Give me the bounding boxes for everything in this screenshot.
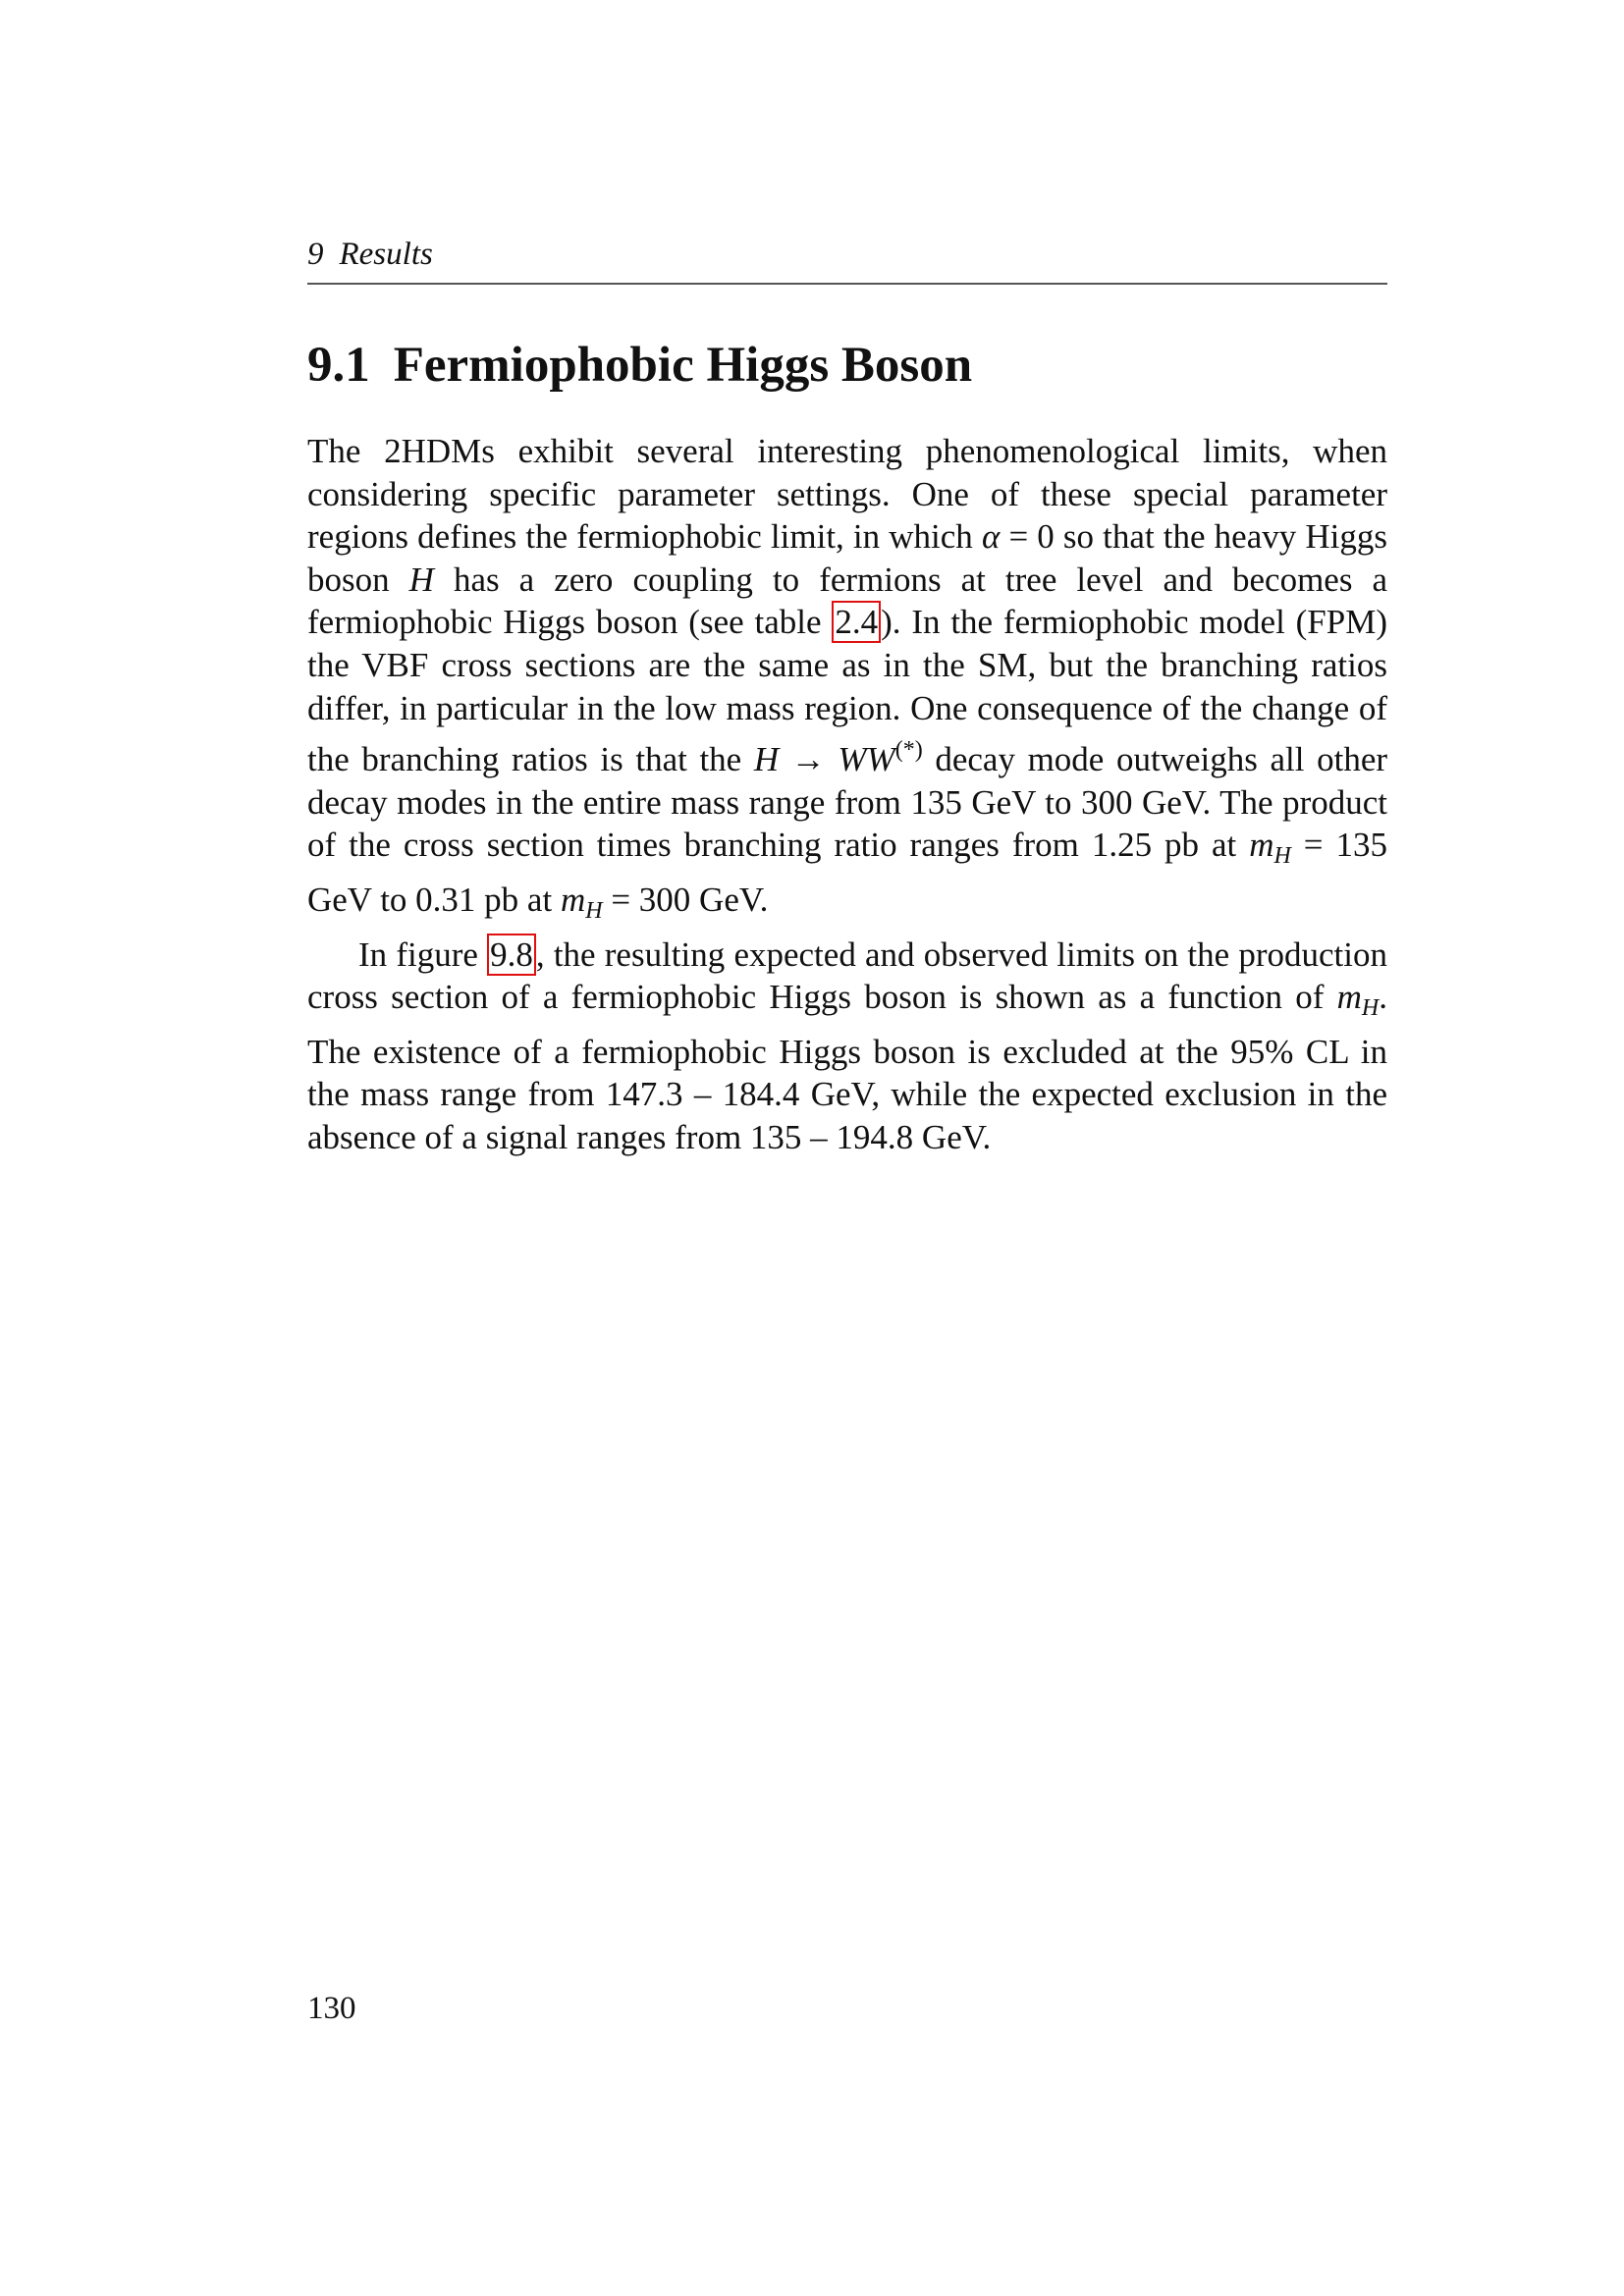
figure-reference-link[interactable]: 9.8 (487, 934, 536, 976)
math-h: H (753, 740, 780, 779)
text-run: . The existence of a fermiophobic Higgs boson is excluded at the 95% CL in the mass range from 147.3 – 184.4 GeV, while the expected exclusion in the absence of a signal ranges from 135 – 194.8 GeV. (307, 978, 1387, 1156)
chapter-title: Results (339, 237, 433, 272)
math-m: m (1336, 978, 1362, 1017)
text-run: = 300 GeV. (602, 880, 769, 919)
text-run: , the resulting expected and observed limits on the production cross section of a fermiophobic Higgs boson is shown as a function of (307, 934, 1387, 1017)
math-h: H (408, 560, 434, 599)
section-title: Fermiophobic Higgs Boson (393, 338, 973, 393)
paragraph-1 (307, 430, 1387, 934)
running-header (307, 230, 1387, 285)
math-ww-superscript: (*) (894, 737, 923, 764)
math-m: m (560, 880, 586, 919)
body-text (307, 430, 1387, 1159)
chapter-number: 9 (307, 237, 324, 272)
math-subscript-h: H (1273, 843, 1291, 870)
section-heading (307, 334, 972, 397)
text-run: has a zero coupling to fermions at tree level and becomes a fermiophobic Higgs boson (see table (307, 560, 1388, 642)
text-run: = 135 GeV to 0.31 pb at (307, 826, 1387, 919)
text-run: decay mode outweighs all other decay modes in the entire mass range from 135 GeV to 300 GeV. The product of the cross section times branching ratio ranges from 1.25 pb at (307, 740, 1388, 865)
math-m: m (1249, 826, 1274, 865)
paragraph-2 (307, 934, 1387, 1159)
math-alpha: α (981, 517, 1001, 557)
section-number: 9.1 (307, 338, 370, 393)
text-run: The 2HDMs exhibit several interesting phenomenological limits, when considering specific parameter settings. One of these special parameter regions defines the fermiophobic limit, in which (307, 432, 1387, 557)
page-number: 130 (307, 1991, 356, 2026)
math-subscript-h: H (585, 897, 603, 924)
text-run: ). In the fermiophobic model (FPM) the VBF cross sections are the same as in the SM, but the branching ratios differ, in particular in the low mass region. One consequence of the change of the branching ratios is that the (307, 603, 1387, 779)
table-reference-link[interactable]: 2.4 (832, 601, 881, 643)
math-subscript-h: H (1361, 995, 1380, 1022)
math-ww: WW (838, 740, 895, 779)
math-arrow: → (779, 740, 839, 779)
text-run: = 0 so that the heavy Higgs boson (307, 517, 1387, 599)
text-run: In figure (358, 934, 488, 974)
